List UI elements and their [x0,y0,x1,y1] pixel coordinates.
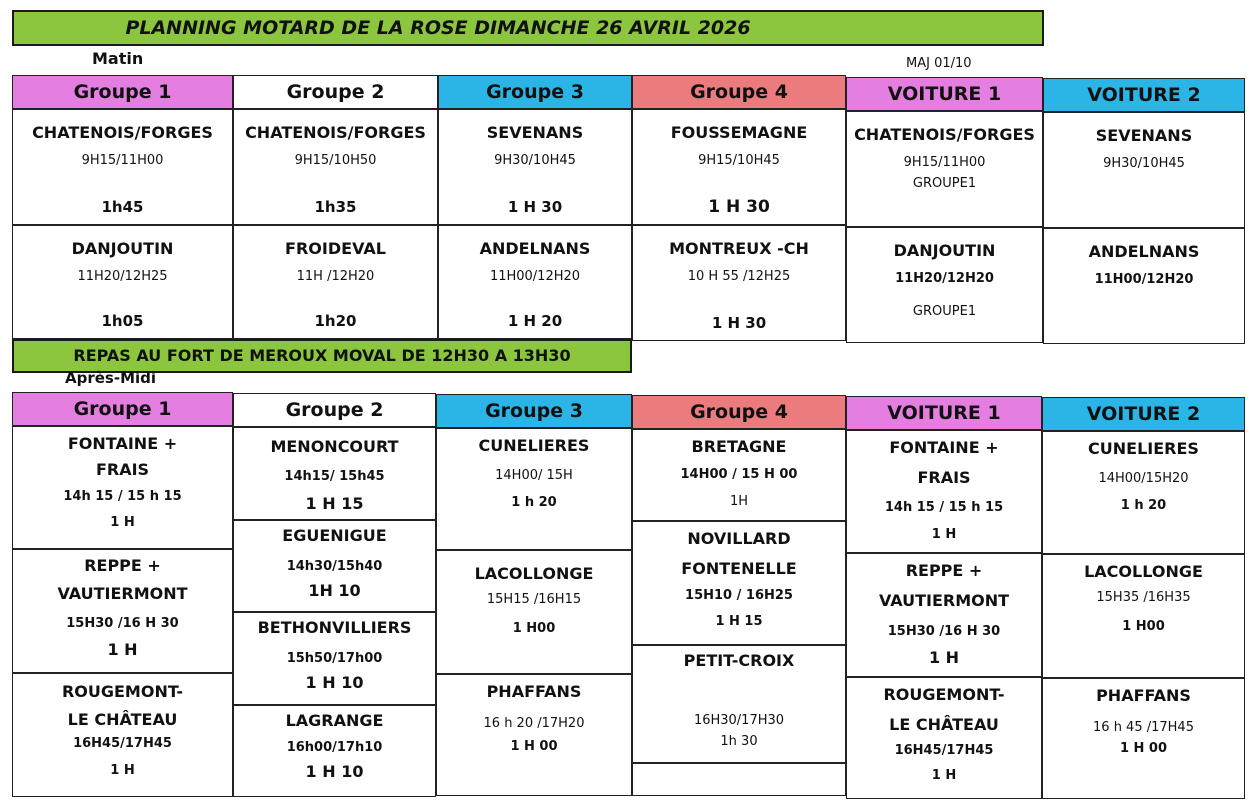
duration: 1 h 20 [511,495,557,510]
duration: 1h05 [101,312,144,330]
time-range: 14h30/15h40 [286,559,383,574]
time-range: 15H10 / 16H25 [685,588,793,603]
town-name-line-2: LE CHÂTEAU [889,715,999,734]
town-name-line-2: FRAIS [95,460,150,479]
duration: 1h20 [314,312,357,330]
afternoon-cell-groupe-3-slot-1 [436,428,632,550]
duration: 1 H 15 [305,494,364,513]
time-range: 9H30/10H45 [1103,156,1185,171]
header-groupe-4-matin: Groupe 4 [632,75,846,109]
town-name: REPPE + [84,556,161,575]
time-range: 9H30/10H45 [494,153,576,168]
duration: 1 h 20 [1120,498,1167,513]
afternoon-cell-voiture-2-slot-3 [1042,678,1245,799]
town-name: MONTREUX -CH [669,239,809,258]
town-name: LAGRANGE [285,711,384,730]
town-name: CHATENOIS/FORGES [245,123,426,142]
time-range: 16h00/17h10 [286,740,383,755]
time-range: 9H15/11H00 [81,153,164,168]
town-name: CHATENOIS/FORGES [32,123,213,142]
duration: 1H 10 [308,581,361,600]
duration: 1 H [107,640,138,659]
town-name: CUNELIERES [1088,439,1199,458]
duration: 1 H 15 [715,614,763,629]
afternoon-cell-groupe-2-slot-4 [233,705,436,797]
duration: 1 H 00 [1119,741,1168,756]
afternoon-cell-groupe-2-slot-1 [233,427,436,520]
repas-banner: REPAS AU FORT DE MEROUX MOVAL DE 12H30 A 13H30 [12,339,632,373]
apres-midi-label: Après-Midi [65,369,157,387]
afternoon-cell-groupe-1-slot-2 [12,549,233,673]
afternoon-cell-groupe-3-slot-3 [436,674,632,796]
time-range: 9H15/11H00 [903,155,986,170]
time-range: 10 H 55 /12H25 [687,269,791,284]
time-range: 11H20/12H25 [77,269,168,284]
afternoon-cell-voiture-1-slot-2 [846,553,1042,677]
time-range: 15H15 /16H15 [486,592,582,607]
duration: 1 H 10 [305,762,364,781]
afternoon-cell-voiture-1-slot-1 [846,430,1042,553]
town-name: FOUSSEMAGNE [670,123,808,142]
afternoon-cell-groupe-4-slot-1 [632,429,846,521]
afternoon-cell-groupe-4-empty [632,763,846,796]
morning-cell-groupe-3-slot-2 [438,225,632,339]
header-groupe-2-apres-midi: Groupe 2 [233,393,436,427]
time-range: 16H45/17H45 [73,736,172,751]
afternoon-cell-voiture-1-slot-3 [846,677,1042,799]
afternoon-cell-voiture-2-slot-2 [1042,554,1245,678]
town-name: BETHONVILLIERS [257,618,412,637]
town-name: CHATENOIS/FORGES [854,125,1035,144]
morning-cell-groupe-1-slot-1 [12,109,233,225]
town-name: ANDELNANS [1088,242,1200,261]
afternoon-cell-groupe-2-slot-2 [233,520,436,612]
time-range: 15h50/17h00 [286,651,383,666]
town-name: PHAFFANS [1096,686,1191,705]
morning-cell-groupe-4-slot-2 [632,225,846,341]
morning-cell-groupe-1-slot-2 [12,225,233,339]
header-groupe-3-apres-midi: Groupe 3 [436,394,632,428]
header-groupe-3-matin: Groupe 3 [438,75,632,109]
town-name: MENONCOURT [270,437,399,456]
time-range: 11H20/12H20 [895,271,994,286]
afternoon-cell-groupe-1-slot-1 [12,426,233,549]
time-range: 14H00/ 15H [495,468,573,483]
duration: 1 H 00 [510,739,558,754]
header-voiture-2-apres-midi: VOITURE 2 [1042,397,1245,431]
morning-cell-voiture-1-slot-2 [846,227,1043,343]
duration: 1h35 [314,198,357,216]
matin-label: Matin [92,49,144,68]
time-range: 16H30/17H30 [693,713,785,728]
afternoon-cell-groupe-4-slot-2 [632,521,846,645]
town-name: BRETAGNE [691,437,787,456]
time-range: 14h 15 / 15 h 15 [63,489,182,504]
town-name: SEVENANS [486,123,584,142]
afternoon-cell-groupe-2-slot-3 [233,612,436,705]
morning-cell-groupe-4-slot-1 [632,109,846,225]
afternoon-cell-voiture-2-slot-1 [1042,431,1245,554]
afternoon-cell-groupe-1-slot-3 [12,673,233,797]
town-name: PETIT-CROIX [683,651,795,670]
town-name-line-2: LE CHÂTEAU [67,710,178,729]
header-voiture-1-matin: VOITURE 1 [846,77,1043,111]
town-name: FROIDEVAL [285,239,386,258]
duration: 1 H [110,515,135,530]
town-name: LACOLLONGE [1084,562,1203,581]
time-range: 14h15/ 15h45 [284,469,385,484]
morning-cell-groupe-2-slot-1 [233,109,438,225]
time-range: 11H00/12H20 [1094,272,1194,287]
town-name: FONTAINE + [889,438,999,457]
duration: 1h 30 [720,734,758,749]
town-name: NOVILLARD [687,529,791,548]
duration: 1 H [931,768,957,783]
duration: 1 H 30 [507,198,563,216]
town-name: SEVENANS [1095,126,1193,145]
header-groupe-1-matin: Groupe 1 [12,75,233,109]
header-groupe-2-matin: Groupe 2 [233,75,438,109]
town-name: ROUGEMONT- [61,682,184,701]
duration: 1 H [931,527,957,542]
header-groupe-4-apres-midi: Groupe 4 [632,395,846,429]
duration: 1 H00 [1122,619,1165,634]
duration: 1h45 [101,198,144,216]
time-range: 16 h 20 /17H20 [483,716,585,731]
duration: 1 H00 [512,621,556,636]
morning-cell-voiture-2-slot-2 [1043,228,1245,344]
duration: 1 H [928,648,960,667]
group-note: GROUPE1 [912,176,977,191]
duration: 1 H 30 [708,197,770,217]
afternoon-cell-groupe-4-slot-3 [632,645,846,763]
town-name: FONTAINE + [67,434,178,453]
time-range: 9H15/10H50 [294,153,377,168]
morning-cell-voiture-2-slot-1 [1043,112,1245,228]
town-name: ROUGEMONT- [883,685,1005,704]
afternoon-cell-groupe-3-slot-2 [436,550,632,674]
duration: 1 H 20 [507,312,563,330]
town-name: DANJOUTIN [71,239,174,258]
header-voiture-1-apres-midi: VOITURE 1 [846,396,1042,430]
duration: 1H [729,494,749,509]
time-range: 16 h 45 /17H45 [1093,720,1194,735]
duration: 1 H 10 [305,673,364,692]
time-range: 14H00 / 15 H 00 [680,467,798,482]
town-name: PHAFFANS [486,682,582,701]
morning-cell-groupe-3-slot-1 [438,109,632,225]
header-voiture-2-matin: VOITURE 2 [1043,78,1245,112]
morning-cell-groupe-2-slot-2 [233,225,438,339]
town-name-line-2: VAUTIERMONT [57,584,188,603]
maj-label: MAJ 01/10 [906,56,972,71]
town-name-line-2: FRAIS [917,468,971,487]
town-name-line-2: FONTENELLE [681,559,797,578]
header-groupe-1-apres-midi: Groupe 1 [12,392,233,426]
time-range: 14H00/15H20 [1098,471,1189,486]
time-range: 15H30 /16 H 30 [887,624,1001,639]
town-name-line-2: VAUTIERMONT [878,591,1010,610]
town-name: CUNELIERES [478,436,590,455]
town-name: REPPE + [905,561,983,580]
page-title: PLANNING MOTARD DE LA ROSE DIMANCHE 26 AVRIL 2026 [12,10,1044,46]
town-name: EGUENIGUE [282,526,387,545]
duration: 1 H [110,763,135,778]
town-name: DANJOUTIN [893,241,996,260]
group-note: GROUPE1 [912,304,977,319]
time-range: 14h 15 / 15 h 15 [884,500,1004,515]
time-range: 9H15/10H45 [698,153,780,168]
duration: 1 H 30 [711,314,767,332]
time-range: 15H30 /16 H 30 [66,616,179,631]
time-range: 15H35 /16H35 [1096,590,1191,605]
time-range: 11H00/12H20 [489,269,581,284]
morning-cell-voiture-1-slot-1 [846,111,1043,227]
town-name: ANDELNANS [479,239,591,258]
time-range: 16H45/17H45 [894,743,994,758]
town-name: LACOLLONGE [474,564,594,583]
time-range: 11H /12H20 [296,269,375,284]
